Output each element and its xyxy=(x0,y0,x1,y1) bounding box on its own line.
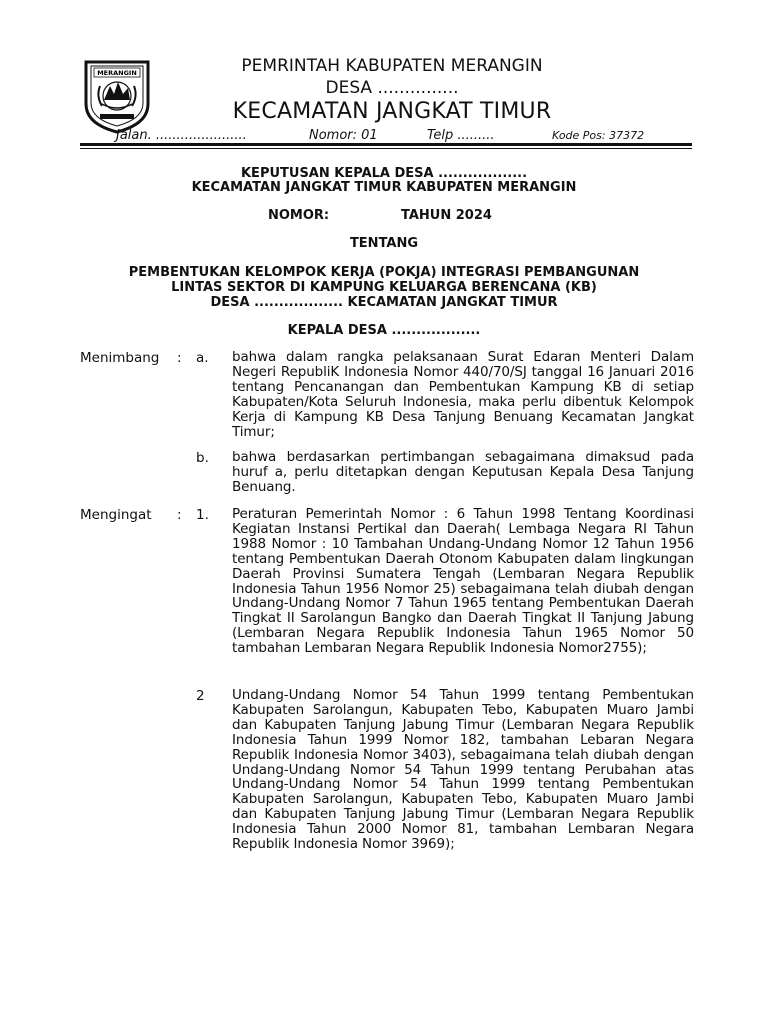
logo-lettering: MERANGIN xyxy=(97,69,137,77)
menimbang-item-text: bahwa berdasarkan pertimbangan sebagaimana dimaksud pada huruf a, perlu ditetapkan dengan Keputusan Kepala Desa Tanjung Benuang. xyxy=(232,449,694,495)
menimbang-label: Menimbang xyxy=(80,350,160,366)
mengingat-item-text: Peraturan Pemerintah Nomor : 6 Tahun 1998 Tentang Koordinasi Kegiatan Instansi Pertikal dan Daerah( Lembaga Negara RI Tahun 1988 Nomor : 10 Tambahan Undang-Undang Nomor 12 Tahun 1956 tentang Pembentukan Daerah Otonom Kabupaten dalam lingkungan Daerah Provinsi Sumatera Tengah (Lembaran Negara Republik Indonesia Tahun 1956 Nomor 25) sebagaimana telah diubah dengan Undang-Undang Nomor 7 Tahun 1965 tentang Pembentukan Daerah Tingkat II Sarolangun Bangko dan Daerah Tingkat II Tanjung Jabung (Lembaran Negara Republik Indonesia Tahun 1965 Nomor 50 tambahan Lembaran Negara Republik Indonesia Nomor2755); xyxy=(232,506,694,657)
mengingat-item-text: Undang-Undang Nomor 54 Tahun 1999 tentang Pembentukan Kabupaten Sarolangun, Kabupaten Tebo, Kabupaten Muaro Jambi dan Kabupaten Tanjung Jabung Timur (Lembaran Negara Republik Indonesia Tahun 1999 Nomor 182, tambahan Lebaran Negara Republik Indonesia Nomor 3403), sebagaimana telah diubah dengan Undang-Undang Nomor 54 Tahun 1999 tentang Perubahan atas Undang-Undang Nomor 54 Tahun 1999 tentang Pembentukan Kabupaten Sarolangun, Kabupaten Tebo, Kabupaten Muaro Jambi dan Kabupaten Tanjung Jabung Timur (Lembaran Negara Republik Indonesia Tahun 2000 Nomor 81, tambahan Lembaran Negara Republik Indonesia Nomor 3969); xyxy=(232,687,694,853)
letterhead-number: Nomor: 01 xyxy=(309,128,378,143)
letterhead-thick-rule xyxy=(80,143,692,146)
menimbang-item-number: a. xyxy=(196,350,209,366)
letterhead-government: PEMRINTAH KABUPATEN MERANGIN xyxy=(241,56,543,76)
letterhead-address: Jalan. ...................... xyxy=(116,128,247,143)
decree-year: TAHUN 2024 xyxy=(401,208,492,223)
letterhead-thin-rule xyxy=(80,148,692,149)
mengingat-item-number: 1. xyxy=(196,507,209,523)
letterhead-district: KECAMATAN JANGKAT TIMUR xyxy=(232,99,552,124)
mengingat-item-number: 2 xyxy=(196,688,205,704)
decree-about: TENTANG xyxy=(349,236,419,251)
mengingat-label: Mengingat xyxy=(80,507,152,523)
letterhead-postcode: Kode Pos: 37372 xyxy=(552,129,645,142)
menimbang-item-number: b. xyxy=(196,450,209,466)
menimbang-colon: : xyxy=(177,350,182,366)
menimbang-item-text: bahwa dalam rangka pelaksanaan Surat Edaran Menteri Dalam Negeri RepubliK Indonesia Nomor 440/70/SJ tanggal 16 Januari 2016 tentang Pencanangan dan Pembentukan Kampung KB di setiap Kabupaten/Kota Seluruh Indonesia, maka perlu dibentuk Kelompok Kerja di Kampung KB Desa Tanjung Benuang Kecamatan Jangkat Timur; xyxy=(232,349,694,440)
decree-number-label: NOMOR: xyxy=(268,208,330,223)
letterhead-village: DESA ............... xyxy=(325,78,459,98)
decree-subject-line1: PEMBENTUKAN KELOMPOK KERJA (POKJA) INTEGRASI PEMBANGUNAN xyxy=(128,265,640,280)
decree-title-line1: KEPUTUSAN KEPALA DESA .................. xyxy=(240,166,528,181)
letterhead-phone: Telp ......... xyxy=(427,128,495,143)
decree-issuer: KEPALA DESA .................. xyxy=(287,323,481,338)
decree-subject-line2: LINTAS SEKTOR DI KAMPUNG KELUARGA BERENCANA (KB) xyxy=(171,280,597,295)
decree-title-line2: KECAMATAN JANGKAT TIMUR KABUPATEN MERANGIN xyxy=(191,180,577,195)
decree-subject-line3: DESA .................. KECAMATAN JANGKAT TIMUR xyxy=(210,295,558,310)
mengingat-colon: : xyxy=(177,507,182,523)
